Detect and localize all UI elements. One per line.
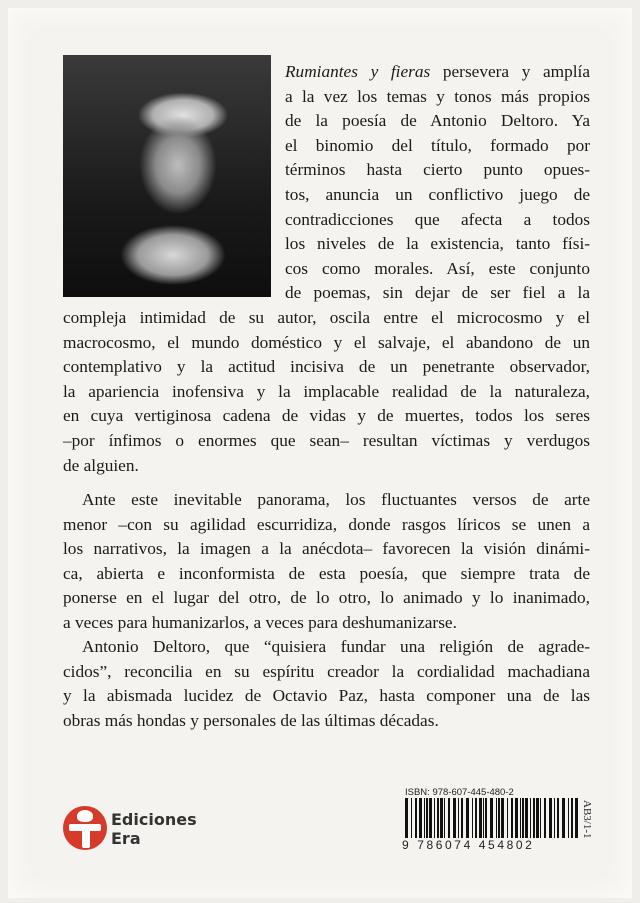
barcode-bar (437, 798, 439, 838)
barcode-bar (549, 798, 552, 838)
blurb-line: a la vez los temas y tonos más propios (285, 86, 590, 106)
barcode-bar (557, 798, 559, 838)
blurb-line: términos hasta cierto punto opues- (285, 160, 590, 180)
barcode-bar (466, 798, 469, 838)
blurb-line: los narrativos, la imagen a la anécdota– favorecen la visión dinámi- (63, 539, 590, 559)
publisher-line2: Era (111, 829, 141, 848)
book-title: Rumiantes y fieras (285, 62, 431, 81)
barcode-bar (511, 798, 513, 838)
blurb-line: –por ínfimos o enormes que sean– resultan víctimas y verdugos (63, 431, 590, 450)
blurb-line: Ante este inevitable panorama, los fluctuantes versos de arte (82, 490, 590, 509)
barcode-bar (411, 798, 412, 838)
blurb-line: cos como morales. Así, este conjunto (285, 258, 590, 278)
barcode-bar (536, 798, 539, 838)
blurb-line: los niveles de la existencia, tanto físi- (285, 234, 590, 254)
barcode-bar (448, 798, 450, 838)
barcode-bar (490, 798, 493, 838)
blurb-text-span: persevera y amplía (430, 62, 590, 81)
barcode-bar (544, 798, 546, 838)
barcode-bar (520, 798, 521, 838)
blurb-line: tos, anuncia un conflictivo juego de (285, 185, 590, 204)
barcode-bar (485, 798, 487, 838)
blurb-line: el binomio del título, formado por (285, 135, 590, 155)
blurb-line: Antonio Deltoro, que “quisiera fundar una religión de agrade- (82, 637, 590, 656)
barcode-bar (554, 798, 555, 838)
blurb-line: de la poesía de Antonio Deltoro. Ya (285, 111, 590, 131)
barcode-bar (453, 798, 456, 838)
barcode-bar (507, 798, 508, 838)
barcode-bar (571, 798, 573, 838)
barcode-bar (424, 798, 425, 838)
isbn-label: ISBN: 978-607-445-480-2 (405, 787, 514, 798)
blurb-line: de poemas, sin dejar de ser fiel a la (285, 283, 590, 303)
publisher-name (111, 810, 197, 848)
blurb-line: la apariencia inofensiva y la implacable realidad de la naturaleza, (63, 381, 590, 401)
barcode-bar (429, 798, 432, 838)
barcode-bar (475, 798, 477, 838)
barcode-bar (533, 798, 535, 838)
barcode-bar (525, 798, 528, 838)
barcode-bar (498, 798, 500, 838)
blurb-line: contradicciones que afecta a todos (285, 209, 590, 229)
blurb-line: contemplativo y la actitud incisiva de un penetrante observador, (63, 357, 590, 377)
barcode-bar (472, 798, 473, 838)
barcode-bar (444, 798, 445, 838)
blurb-line: en cuya vertiginosa cadena de vidas y de muertes, todos los seres (63, 406, 590, 426)
barcode-bar (501, 798, 504, 838)
barcode-number: 9 786074 454802 (402, 838, 535, 852)
barcode-bar (458, 798, 459, 838)
blurb-line: obras más hondas y personales de las últimas décadas. (63, 710, 439, 730)
barcode-bar (415, 798, 417, 838)
barcode-bar (522, 798, 524, 838)
blurb-line: menor –con su agilidad escurridiza, donde rasgos líricos se unen a (63, 514, 590, 534)
barcode-bar (426, 798, 428, 838)
barcode-bar (461, 798, 463, 838)
barcode-bar (530, 798, 531, 838)
catalog-code: AB3/1-1 (581, 800, 593, 839)
barcode-bar (496, 798, 497, 838)
barcode-bar (434, 798, 435, 838)
blurb-line: macrocosmo, el mundo doméstico y el salvaje, el abandono de un (63, 332, 590, 352)
blurb-line: de alguien. (63, 455, 139, 475)
barcode-bar (440, 798, 443, 838)
barcode-bar (515, 798, 518, 838)
barcode-bar (540, 798, 541, 838)
barcode-bar (575, 798, 578, 838)
blurb-line: cidos”, reconcilia en su espíritu creador la cordialidad machadiana (63, 661, 590, 681)
barcode-bar (405, 798, 408, 838)
blurb-line: y la abismada lucidez de Octavio Paz, hasta componer una de las (63, 686, 590, 706)
blurb-line: ca, abierta e inconformista de esta poesía, que siempre trata de (63, 563, 590, 583)
barcode (405, 798, 579, 838)
blurb-line: ponerse en el lugar del otro, de lo otro, lo animado y lo inanimado, (63, 588, 590, 608)
blurb-line: compleja intimidad de su autor, oscila entre el microcosmo y el (63, 308, 590, 327)
publisher-line1: Ediciones (111, 810, 197, 829)
barcode-bar (419, 798, 422, 838)
barcode-bar (483, 798, 484, 838)
author-photo (63, 55, 271, 297)
barcode-bar (479, 798, 482, 838)
blurb-line: a veces para humanizarlos, a veces para deshumanizarse. (63, 613, 457, 632)
barcode-bar (568, 798, 569, 838)
barcode-bar (562, 798, 565, 838)
blurb-line (285, 60, 590, 84)
ediciones-era-logo-icon (63, 806, 107, 850)
